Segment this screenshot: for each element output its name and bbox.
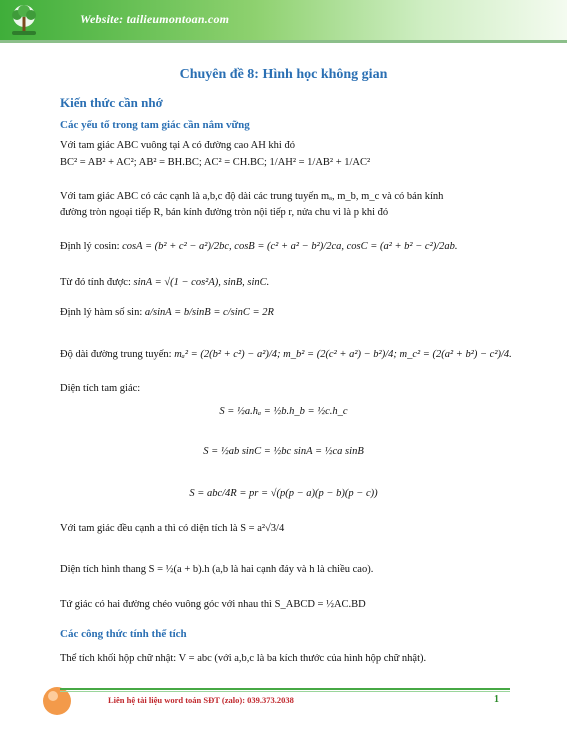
page-number: 1 — [494, 694, 499, 705]
median-formula: mₐ² = (2(b² + c²) − a²)/4; m_b² = (2(c² + a²) − b²)/4; m_c² = (2(a² + b²) − c²)/4. — [174, 349, 512, 360]
general-triangle-line-2: đường tròn ngoại tiếp R, bán kính đường tròn nội tiếp r, nửa chu vi là p khi đó — [60, 207, 389, 218]
footer-contact: Liên hệ tài liệu word toán SĐT (zalo): 039.373.2038 — [108, 695, 294, 705]
area-formula-1: S = ½a.hₐ = ½b.h_b = ½c.h_c — [219, 406, 348, 417]
subsection-heading-volume: Các công thức tính thể tích — [60, 628, 187, 640]
perpendicular-diagonals-area: Tứ giác có hai đường chéo vuông góc với nhau thì S_ABCD = ½AC.BD — [60, 599, 366, 610]
area-formula-3: S = abc/4R = pr = √(p(p − a)(p − b)(p − c)) — [189, 488, 378, 499]
trapezoid-area: Diện tích hình thang S = ½(a + b).h (a,b là hai cạnh đáy và h là chiều cao). — [60, 564, 374, 575]
sine-derived-label: Từ đó tính được: — [60, 277, 131, 288]
tree-logo-icon — [6, 3, 42, 39]
right-triangle-formulas: BC² = AB² + AC²; AB² = BH.BC; AC² = CH.BC; 1/AH² = 1/AB² + 1/AC² — [60, 157, 371, 168]
page-title: Chuyên đề 8: Hình học không gian — [179, 67, 388, 82]
header-underline — [0, 40, 567, 43]
area-label: Diện tích tam giác: — [60, 383, 141, 394]
area-formula-2: S = ½ab sinC = ½bc sinA = ½ca sinB — [203, 446, 364, 457]
sine-derived-formula: sinA = √(1 − cos²A), sinB, sinC. — [133, 277, 270, 288]
cosine-label: Định lý cosin: — [60, 241, 120, 252]
cosine-formula: cosA = (b² + c² − a²)/2bc, cosB = (c² + a² − b²)/2ca, cosC = (a² + b² − c²)/2ab. — [122, 241, 458, 252]
right-triangle-intro: Với tam giác ABC vuông tại A có đường cao AH khi đó — [60, 140, 295, 151]
equilateral-area: Với tam giác đều cạnh a thì có diện tích là S = a²√3/4 — [60, 523, 285, 534]
footer-rule-thin — [60, 691, 510, 692]
footer-rule — [60, 688, 510, 690]
sine-law-formula: a/sinA = b/sinB = c/sinC = 2R — [144, 307, 274, 318]
subsection-heading-triangle: Các yếu tố trong tam giác cần nắm vững — [60, 119, 250, 131]
median-label: Độ dài đường trung tuyến: — [60, 349, 172, 360]
section-heading: Kiến thức cần nhớ — [60, 95, 163, 110]
box-volume-line: Thể tích khối hộp chữ nhật: V = abc (với a,b,c là ba kích thước của hình hộp chữ nhật). — [60, 653, 427, 664]
website-label[interactable]: Website: tailieumontoan.com — [80, 12, 230, 26]
sine-law-label: Định lý hàm số sin: — [60, 307, 143, 318]
general-triangle-line-1: Với tam giác ABC có các cạnh là a,b,c độ dài các trung tuyến mₐ, m_b, m_c và có bán kính — [60, 191, 444, 202]
